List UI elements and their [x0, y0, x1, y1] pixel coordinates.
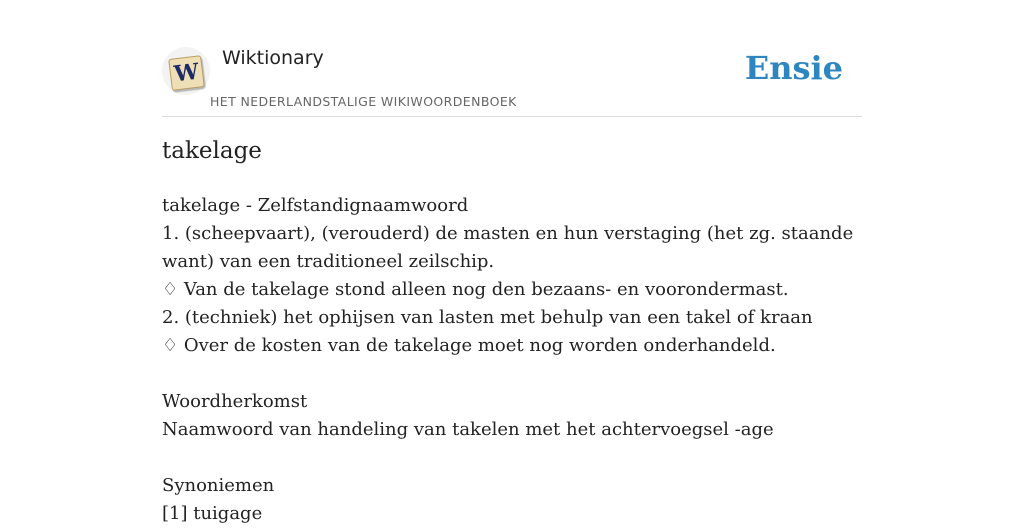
- example-2: ♢ Over de kosten van de takelage moet nog worden onderhandeld.: [162, 335, 776, 356]
- definition-2: 2. (techniek) het ophijsen van lasten met behulp van een takel of kraan: [162, 307, 813, 328]
- example-1: ♢ Van de takelage stond alleen nog den bezaans- en voorondermast.: [162, 279, 789, 300]
- logo-letter: W: [172, 58, 201, 88]
- page-title: takelage: [162, 138, 262, 164]
- ensie-brand-link[interactable]: Ensie: [744, 49, 843, 87]
- synonym-item: [1] tuigage: [162, 503, 263, 524]
- spacer: [162, 360, 862, 388]
- site-tagline: HET NEDERLANDSTALIGE WIKIWOORDENBOEK: [210, 94, 517, 109]
- entry-content: [162, 192, 862, 528]
- etymology-text: Naamwoord van handeling van takelen met het achtervoegsel -age: [162, 419, 774, 440]
- site-header: [162, 44, 862, 117]
- site-title[interactable]: Wiktionary: [222, 47, 324, 69]
- synonyms-heading: Synoniemen: [162, 475, 275, 496]
- etymology-heading: Woordherkomst: [162, 391, 308, 412]
- logo-tile: [168, 55, 205, 91]
- part-of-speech-line: takelage - Zelfstandignaamwoord: [162, 195, 469, 216]
- wiktionary-logo-icon[interactable]: [162, 47, 210, 95]
- spacer: [162, 444, 862, 472]
- definition-1: 1. (scheepvaart), (verouderd) de masten en hun verstaging (het zg. staande want) van een traditioneel zeilschip.: [162, 223, 854, 272]
